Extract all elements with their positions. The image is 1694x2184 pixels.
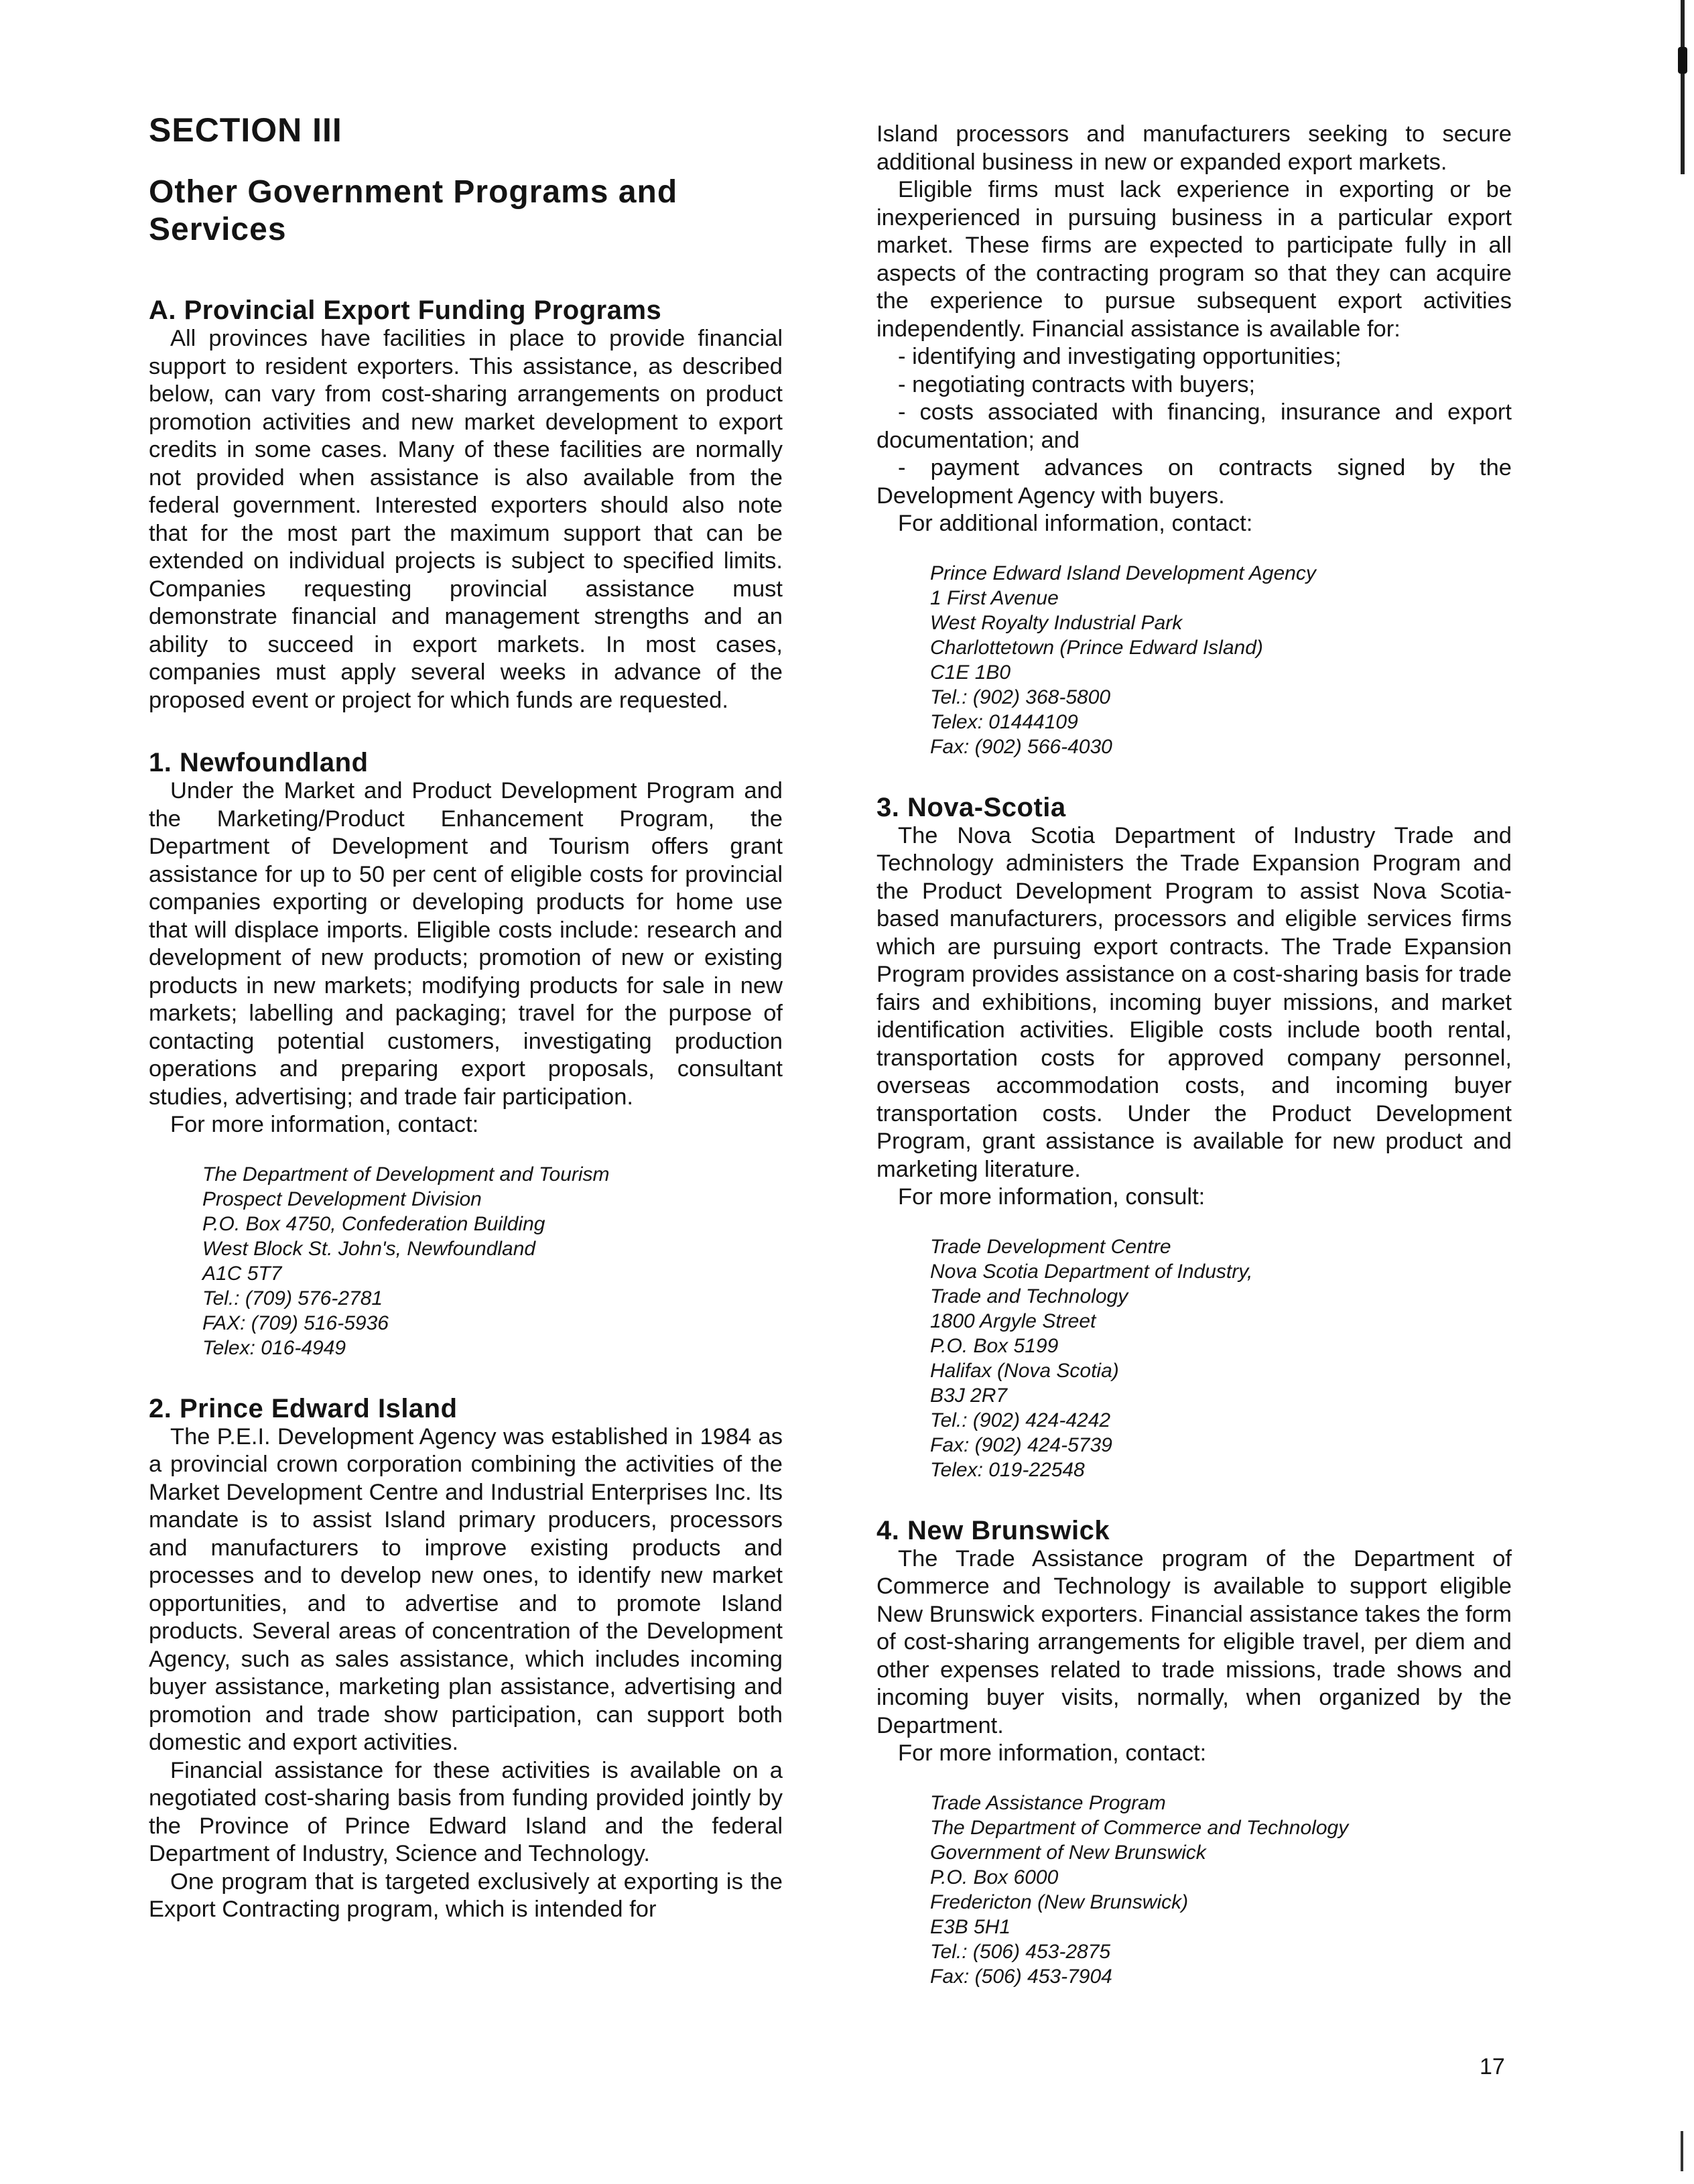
newfoundland-body: Under the Market and Product Development Program and the Marketing/Product Enhancement Program, the Department of Development and Tourism offers grant assistance for up to 50 per cent of eligible costs for provincial companies exporting or developing products for home use that will displace imports. Eligible costs include: research and development of new products; promotion of new or existing products in new markets; modifying products for sale in new markets; labelling and packaging; travel for the purpose of contacting potential customers, investigating production operations and preparing export proposals, consultant studies, advertising; and trade fair participation. bbox=[149, 778, 783, 1110]
contact-line: P.O. Box 6000 bbox=[930, 1866, 1059, 1888]
newfoundland-more: For more information, contact: bbox=[170, 1112, 479, 1137]
contact-line: FAX: (709) 516-5936 bbox=[202, 1311, 389, 1334]
contact-line: The Department of Commerce and Technology bbox=[930, 1816, 1349, 1839]
contact-line: Trade and Technology bbox=[930, 1285, 1128, 1307]
scan-edge-mark bbox=[1681, 0, 1685, 174]
contact-line: Nova Scotia Department of Industry, bbox=[930, 1260, 1253, 1283]
contact-line: Fax: (902) 566-4030 bbox=[930, 735, 1112, 758]
novascotia-heading: 3. Nova-Scotia bbox=[876, 792, 1066, 822]
provincial-heading: A. Provincial Export Funding Programs bbox=[149, 296, 662, 325]
pei-more: For additional information, contact: bbox=[898, 511, 1253, 536]
pei-bullet: - identifying and investigating opportunities; bbox=[898, 344, 1342, 369]
contact-line: P.O. Box 5199 bbox=[930, 1334, 1059, 1357]
pei-contact bbox=[930, 561, 1512, 759]
contact-line: P.O. Box 4750, Confederation Building bbox=[202, 1212, 545, 1235]
pei-paragraph-3-continued: Island processors and manufacturers seeking to secure additional business in new or expanded export markets. bbox=[876, 121, 1512, 175]
newfoundland-heading: 1. Newfoundland bbox=[149, 748, 369, 777]
newfoundland-contact bbox=[202, 1162, 783, 1360]
contact-line: Fax: (902) 424-5739 bbox=[930, 1433, 1112, 1456]
pei-paragraph-3: One program that is targeted exclusively at exporting is the Export Contracting program, which is intended for bbox=[149, 1868, 783, 1922]
contact-line: Halifax (Nova Scotia) bbox=[930, 1359, 1119, 1382]
contact-line: Telex: 01444109 bbox=[930, 710, 1078, 733]
pei-paragraph-1: The P.E.I. Development Agency was established in 1984 as a provincial crown corporation combining the activities of the Market Development Centre and Industrial Enterprises Inc. Its mandate is to assist Island primary producers, processors and manufacturers to improve existing products and processes and to develop new ones, to identify new market opportunities, and to advertise and to promote Island products. Several areas of concentration of the Development Agency, such as sales assistance, which includes incoming buyer assistance, marketing plan assistance, advertising and promotion and trade show participation, can support both domestic and export activities. bbox=[149, 1423, 783, 1755]
contact-line: Tel.: (506) 453-2875 bbox=[930, 1940, 1111, 1963]
section-title: Other Government Programs and Services bbox=[149, 174, 678, 247]
contact-line: E3B 5H1 bbox=[930, 1915, 1011, 1938]
left-column bbox=[149, 111, 783, 1924]
contact-line: Fredericton (New Brunswick) bbox=[930, 1890, 1189, 1913]
scan-edge-mark bbox=[1681, 2131, 1683, 2171]
contact-line: 1800 Argyle Street bbox=[930, 1309, 1096, 1332]
contact-line: Prospect Development Division bbox=[202, 1187, 482, 1210]
contact-line: Prince Edward Island Development Agency bbox=[930, 562, 1316, 584]
pei-bullet: - negotiating contracts with buyers; bbox=[898, 371, 1256, 397]
provincial-intro: All provinces have facilities in place to provide financial support to resident exporters. This assistance, as described below, can vary from cost-sharing arrangements on product promotion activities and new market development to export credits in some cases. Many of these facilities are normally not provided when assistance is also available from the federal government. Interested exporters should also note that for the most part the maximum support that can be extended on individual projects is subject to specified limits. Companies requesting provincial assistance must demonstrate financial and management strengths and an ability to succeed in export markets. In most cases, companies must apply several weeks in advance of the proposed event or project for which funds are requested. bbox=[149, 326, 783, 713]
pei-bullet: - payment advances on contracts signed by the Development Agency with buyers. bbox=[876, 455, 1512, 509]
newbrunswick-body: The Trade Assistance program of the Department of Commerce and Technology is available to support eligible New Brunswick exporters. Financial assistance takes the form of cost-sharing arrangements for eligible travel, per diem and other expenses related to trade missions, trade shows and incoming buyer visits, normally, when organized by the Department. bbox=[876, 1545, 1512, 1738]
contact-line: Government of New Brunswick bbox=[930, 1841, 1206, 1864]
contact-line: Fax: (506) 453-7904 bbox=[930, 1965, 1112, 1988]
newbrunswick-contact bbox=[930, 1791, 1512, 1989]
contact-line: B3J 2R7 bbox=[930, 1384, 1008, 1407]
pei-paragraph-4: Eligible firms must lack experience in exporting or be inexperienced in pursuing business in a particular export market. These firms are expected to participate fully in all aspects of the contracting program so that they can acquire the experience to pursue subsequent export activities independently. Financial assistance is available for: bbox=[876, 177, 1512, 342]
contact-line: Trade Development Centre bbox=[930, 1235, 1171, 1258]
pei-paragraph-2: Financial assistance for these activities is available on a negotiated cost-sharing basis from funding provided jointly by the Province of Prince Edward Island and the federal Department of Industry, Science and Technology. bbox=[149, 1757, 783, 1866]
contact-line: Tel.: (709) 576-2781 bbox=[202, 1287, 383, 1309]
novascotia-contact bbox=[930, 1234, 1512, 1482]
contact-line: Tel.: (902) 424-4242 bbox=[930, 1409, 1111, 1431]
novascotia-more: For more information, consult: bbox=[898, 1184, 1206, 1210]
novascotia-body: The Nova Scotia Department of Industry Trade and Technology administers the Trade Expansion Program and the Product Development Program to assist Nova Scotia-based manufacturers, processors and eligible services firms which are pursuing export contracts. The Trade Expansion Program provides assistance on a cost-sharing basis for trade fairs and exhibitions, incoming buyer missions, and market identification activities. Eligible costs include booth rental, transportation costs for approved company personnel, overseas accommodation costs, and incoming buyer transportation costs. Under the Product Development Program, grant assistance is available for new product and marketing literature. bbox=[876, 822, 1512, 1182]
contact-line: Trade Assistance Program bbox=[930, 1791, 1166, 1814]
contact-line: Telex: 019-22548 bbox=[930, 1458, 1085, 1481]
contact-line: Tel.: (902) 368-5800 bbox=[930, 686, 1111, 708]
scan-edge-mark bbox=[1678, 47, 1687, 74]
contact-line: 1 First Avenue bbox=[930, 586, 1059, 609]
section-label: SECTION III bbox=[149, 111, 342, 149]
contact-line: A1C 5T7 bbox=[202, 1262, 282, 1285]
page-number: 17 bbox=[1480, 2054, 1505, 2079]
newbrunswick-heading: 4. New Brunswick bbox=[876, 1515, 1110, 1545]
right-column bbox=[876, 121, 1512, 1989]
contact-line: Charlottetown (Prince Edward Island) bbox=[930, 636, 1263, 659]
contact-line: West Block St. John's, Newfoundland bbox=[202, 1237, 536, 1260]
pei-heading: 2. Prince Edward Island bbox=[149, 1393, 458, 1423]
pei-bullet: - costs associated with financing, insurance and export documentation; and bbox=[876, 399, 1512, 453]
newbrunswick-more: For more information, contact: bbox=[898, 1740, 1207, 1766]
contact-line: C1E 1B0 bbox=[930, 661, 1011, 684]
contact-line: The Department of Development and Tourism bbox=[202, 1163, 610, 1185]
contact-line: Telex: 016-4949 bbox=[202, 1336, 346, 1359]
contact-line: West Royalty Industrial Park bbox=[930, 611, 1183, 634]
